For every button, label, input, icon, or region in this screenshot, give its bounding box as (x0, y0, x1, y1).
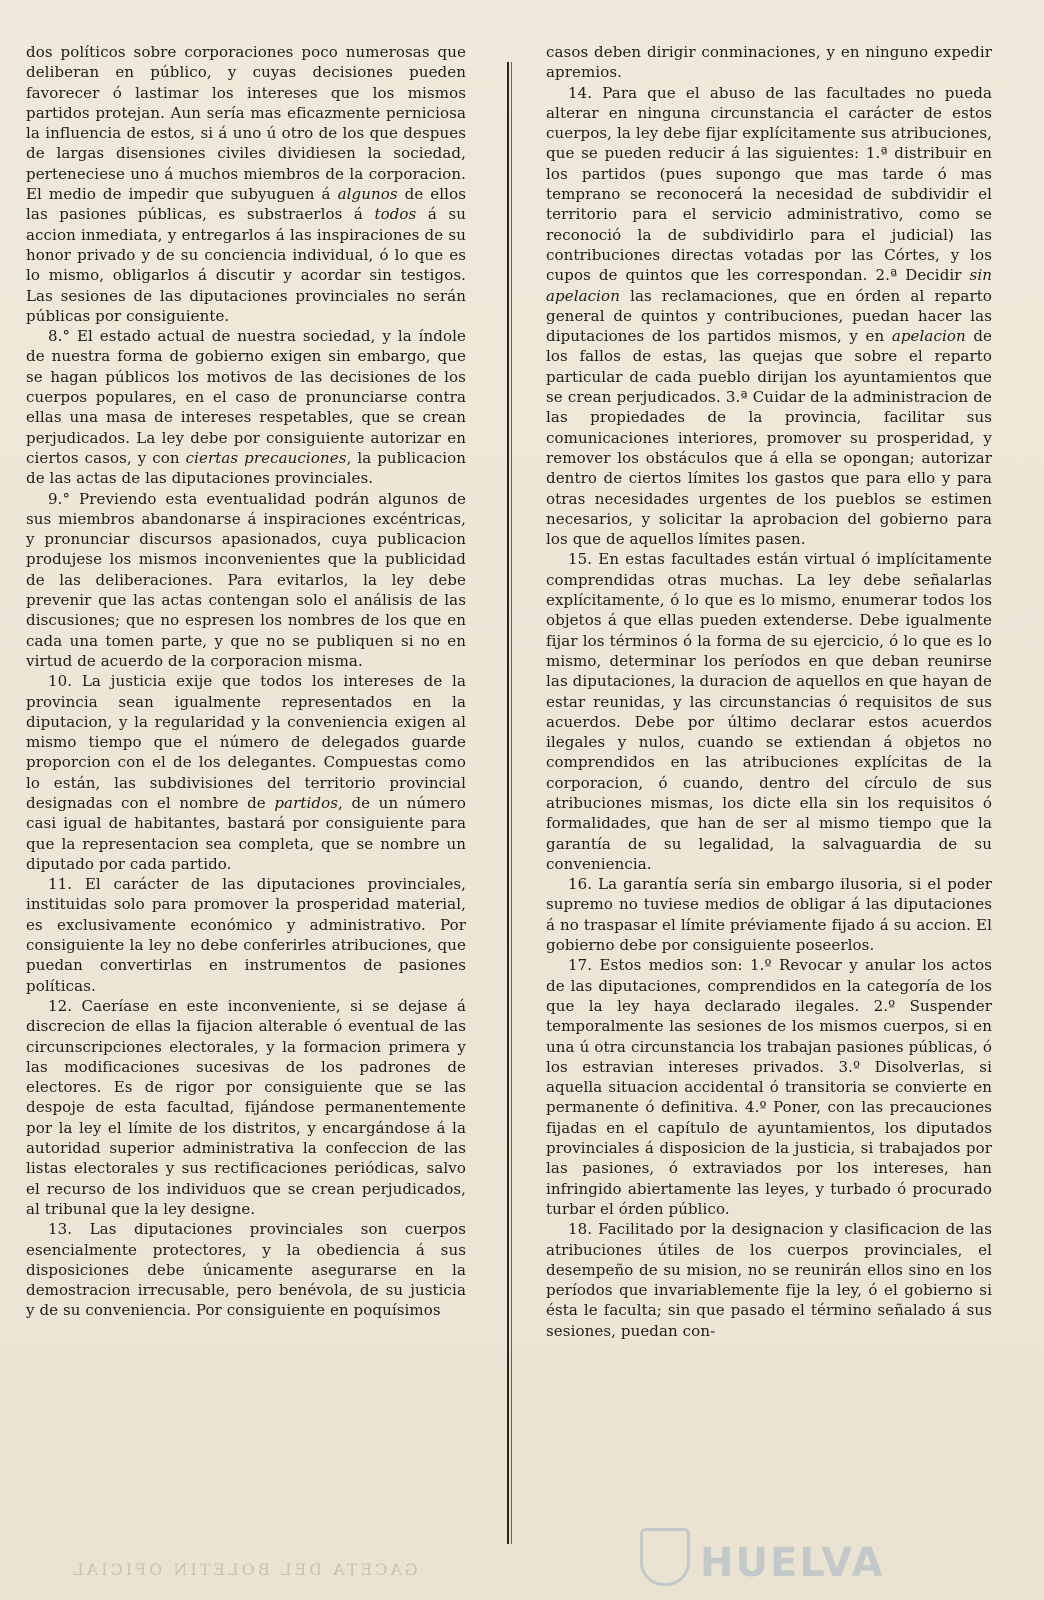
right-column (546, 42, 992, 1341)
right-column-paragraph: 17. Estos medios son: 1.º Revocar y anular los actos de las diputaciones, comprendidos en la categoría de los que la ley haya declarado ilegales. 2.º Suspender temporalmente las sesiones de los mismos cuerpos, si en una ú otra circunstancia los trabajan pasiones públicas, ó los estravian intereses privados. 3.º Disolverlas, si aquella situacion accidental ó transitoria se convierte en permanente ó definitiva. 4.º Poner, con las precauciones fijadas en el capítulo de ayuntamientos, los diputados provinciales á disposicion de la justicia, si trabajados por las pasiones, ó extraviados por los intereses, han infringido abiertamente las leyes, y turbado ó procurado turbar el órden público. (546, 956, 992, 1218)
left-column-paragraph: 11. El carácter de las diputaciones provinciales, instituidas solo para promover la prosperidad material, es exclusivamente económico y administrativo. Por consiguiente la ley no debe conferirles atribuciones, que puedan convertirlas en instrumentos de pasiones políticas. (26, 875, 466, 995)
archive-seal-icon (640, 1528, 690, 1586)
left-column-paragraph: 13. Las diputaciones provinciales son cuerpos esencialmente protectores, y la obediencia á sus disposiciones debe únicamente asegurarse en la demostracion irrecusable, pero benévola, de su justicia y de su conveniencia. Por consiguiente en poquísimos (26, 1220, 466, 1320)
left-column-paragraph: 12. Caeríase en este inconveniente, si se dejase á discrecion de ellas la fijacion alterable ó eventual de las circunscripciones electorales, y la formacion primera y las modificaciones sucesivas de los padrones de electores. Es de rigor por consiguiente que se las despoje de esta facultad, fijándose permanentemente por la ley el límite de los distritos, y encargándose á la autoridad superior administrativa la confeccion de las listas electorales y sus rectificaciones periódicas, salvo el recurso de los individuos que se crean perjudicados, al tribunal que la ley designe. (26, 996, 466, 1218)
right-column-paragraph: 14. Para que el abuso de las facultades no pueda alterar en ninguna circunstancia el carácter de estos cuerpos, la ley debe fijar explícitamente sus atribuciones, que se pueden reducir á las siguientes: 1.ª distribuir en los partidos (pues supongo que mas tarde ó mas temprano se reconocerá la necesidad de subdividir el territorio para el servicio administrativo, como se reconoció la de subdividirlo para el judicial) las contribuciones directas votadas por las Córtes, y los cupos de quintos que les correspondan. 2.ª Decidir sin apelacion las reclamaciones, que en órden al reparto general de quintos y contribuciones, puedan hacer las diputaciones de los partidos mismos, y en apelacion de los fallos de estas, las quejas que sobre el reparto particular de cada pueblo dirijan los ayuntamientos que se crean perjudicados. 3.ª Cuidar de la administracion de las propiedades de la provincia, facilitar sus comunicaciones interiores, promover su prosperidad, y remover los obstáculos que á ella se opongan; autorizar dentro de ciertos límites los gastos que para ello y para otras necesidades urgentes de los pueblos se estimen necesarios, y solicitar la aprobacion del gobierno para los que de aquellos límites pasen. (546, 83, 992, 549)
right-column-paragraph: 15. En estas facultades están virtual ó implícitamente comprendidas otras muchas. La ley debe señalarlas explícitamente, ó lo que es lo mismo, enumerar todos los objetos á que ellas pueden extenderse. Debe igualmente fijar los términos ó la forma de su ejercicio, ó lo que es lo mismo, determinar los períodos en que deban reunirse las diputaciones, la duracion de aquellos en que hayan de estar reunidas, y las circunstancias ó requisitos de sus acuerdos. Debe por último declarar estos acuerdos ilegales y nulos, cuando se extiendan á objetos no comprendidos en las atribuciones explícitas de la corporacion, ó cuando, dentro del círculo de sus atribuciones mismas, los dicte ella sin los requisitos ó formalidades, que han de ser al mismo tiempo que la garantía de su legalidad, la salvaguardia de su conveniencia. (546, 550, 992, 873)
left-column-paragraph: 10. La justicia exije que todos los intereses de la provincia sean igualmente representados en la diputacion, y la regularidad y la conveniencia exigen al mismo tiempo que el número de delegados guarde proporcion con el de los delegantes. Compuestas como lo están, las subdivisiones del territorio provincial designadas con el nombre de partidos, de un número casi igual de habitantes, bastará por consiguiente para que la representacion sea completa, que se nombre un diputado por cada partido. (26, 672, 466, 873)
archive-watermark: HUELVA (700, 1540, 885, 1586)
column-divider-secondary (511, 62, 512, 1544)
bleed-through-text: GACETA DEL BOLETIN OFICIAL (70, 1560, 418, 1579)
left-column (26, 42, 466, 1321)
left-column-paragraph: 8.° El estado actual de nuestra sociedad, y la índole de nuestra forma de gobierno exigen sin embargo, que se hagan públicos los motivos de las decisiones de los cuerpos populares, en el caso de pronunciarse contra ellas una masa de intereses respetables, que se crean perjudicados. La ley debe por consiguiente autorizar en ciertos casos, y con ciertas precauciones, la publicacion de las actas de las diputaciones provinciales. (26, 327, 466, 488)
right-column-paragraph: casos deben dirigir conminaciones, y en ninguno expedir apremios. (546, 43, 992, 82)
right-column-paragraph: 18. Facilitado por la designacion y clasificacion de las atribuciones útiles de los cuerpos provinciales, el desempeño de su mision, no se reunirán ellos sino en los períodos que invariablemente fije la ley, ó el gobierno si ésta le faculta; sin que pasado el término señalado á sus sesiones, puedan con- (546, 1220, 992, 1340)
right-column-paragraph: 16. La garantía sería sin embargo ilusoria, si el poder supremo no tuviese medios de obligar á las diputaciones á no traspasar el límite préviamente fijado á su accion. El gobierno debe por consiguiente poseerlos. (546, 875, 992, 955)
column-divider (507, 62, 509, 1544)
left-column-paragraph: 9.° Previendo esta eventualidad podrán algunos de sus miembros abandonarse á inspiraciones excéntricas, y pronunciar discursos apasionados, cuya publicacion produjese los mismos inconvenientes que la publicidad de las deliberaciones. Para evitarlos, la ley debe prevenir que las actas contengan solo el análisis de las discusiones; que no espresen los nombres de los que en cada una tomen parte, y que no se publiquen si no en virtud de acuerdo de la corporacion misma. (26, 489, 466, 670)
left-column-paragraph: dos políticos sobre corporaciones poco numerosas que deliberan en público, y cuyas decisiones pueden favorecer ó lastimar los intereses que los mismos partidos protejan. Aun sería mas eficazmente perniciosa la influencia de estos, si á uno ú otro de los que despues de largas disensiones civiles dividiesen la sociedad, perteneciese uno á muchos miembros de la corporacion. El medio de impedir que subyuguen á algunos de ellos las pasiones públicas, es substraerlos á todos á su accion inmediata, y entregarlos á las inspiraciones de su honor privado y de su conciencia individual, ó lo que es lo mismo, obligarlos á discutir y acordar sin testigos. Las sesiones de las diputaciones provinciales no serán públicas por consiguiente. (26, 43, 466, 325)
